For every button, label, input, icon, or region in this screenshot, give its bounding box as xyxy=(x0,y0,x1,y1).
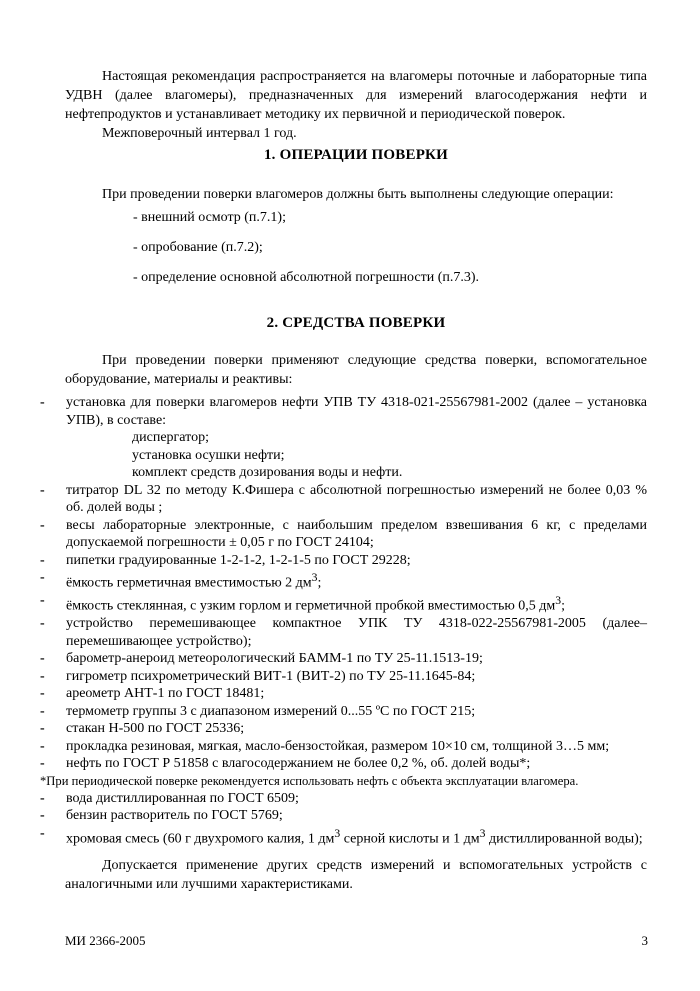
section-2-heading: 2. СРЕДСТВА ПОВЕРКИ xyxy=(266,315,446,331)
list-dash: - xyxy=(40,756,45,772)
list-item-text: вода дистиллированная по ГОСТ 6509; xyxy=(66,790,299,806)
equipment-list xyxy=(40,394,647,848)
list-dash: - xyxy=(40,738,45,754)
section-1-lead xyxy=(65,185,647,204)
list-item xyxy=(40,790,647,808)
operation-item: - опробование (п.7.2); xyxy=(133,240,263,255)
list-item xyxy=(40,569,647,592)
list-item xyxy=(40,615,647,650)
list-subitem: установка осушки нефти; xyxy=(132,447,285,463)
list-item-text: термометр группы 3 с диапазоном измерений 0...55 ºС по ГОСТ 215; xyxy=(66,703,476,719)
page-number: 3 xyxy=(641,933,648,948)
list-item-text: стакан Н-500 по ГОСТ 25336; xyxy=(66,721,245,737)
list-item xyxy=(40,552,647,570)
list-subitem: диспергатор; xyxy=(132,430,209,445)
list-dash: - xyxy=(40,721,45,737)
list-item-text: барометр-анероид метеорологический БАММ-1 по ТУ 25-11.1513-19; xyxy=(66,651,483,667)
interval-paragraph: Межповерочный интервал 1 год. xyxy=(102,126,297,141)
list-dash: - xyxy=(40,825,45,841)
list-dash: - xyxy=(40,616,45,632)
operation-item: - внешний осмотр (п.7.1); xyxy=(133,210,286,225)
list-item xyxy=(40,755,647,773)
list-item-text: прокладка резиновая, мягкая, масло-бензостойкая, размером 10×10 см, толщиной 3…5 мм; xyxy=(66,738,610,754)
list-item-text: устройство перемешивающее компактное УПК ТУ 4318-022-25567981-2005 (далее– перемешивающее устройство); xyxy=(66,616,647,649)
list-item-text: титратор DL 32 по методу К.Фишера с абсолютной погрешностью измерений не более 0,03 % об. долей воды ; xyxy=(66,482,647,515)
list-item xyxy=(40,807,647,825)
allowance-paragraph xyxy=(65,856,647,894)
section-2-lead-text: При проведении поверки применяют следующие средства поверки, вспомогательное оборудование, материалы и реактивы: xyxy=(65,353,647,387)
allowance-text: Допускается применение других средств измерений и вспомогательных устройств с аналогичными или лучшими характеристиками. xyxy=(65,858,647,892)
item-text-part: ёмкость герметичная вместимостью 2 дм xyxy=(66,575,312,591)
list-item-text xyxy=(66,569,647,592)
item-text-part: ; xyxy=(561,598,565,614)
list-item xyxy=(40,394,647,429)
list-item xyxy=(40,592,647,615)
superscript: 3 xyxy=(479,826,486,840)
list-item-text: пипетки градуированные 1-2-1-2, 1-2-1-5 по ГОСТ 29228; xyxy=(66,552,411,568)
list-dash: - xyxy=(40,790,45,806)
list-item xyxy=(40,517,647,552)
item-text-part: серной кислоты и 1 дм xyxy=(340,831,480,847)
list-item xyxy=(40,482,647,517)
list-item xyxy=(40,825,647,848)
list-item xyxy=(40,668,647,686)
list-item-text: ареометр АНТ-1 по ГОСТ 18481; xyxy=(66,686,265,702)
list-item xyxy=(40,720,647,738)
list-dash: - xyxy=(40,808,45,824)
intro-text xyxy=(65,67,647,143)
list-item-text xyxy=(66,825,647,848)
list-dash: - xyxy=(40,703,45,719)
section-2-lead xyxy=(65,351,647,389)
list-subitem: комплект средств дозирования воды и нефти. xyxy=(132,465,403,480)
intro-paragraph: Настоящая рекомендация распространяется на влагомеры поточные и лабораторные типа УДВН (далее влагомеры), предназначенных для измерений влагосодержания нефти и нефтепродуктов и устанавливает методику их первичной и периодической поверок. xyxy=(65,69,647,122)
superscript: 3 xyxy=(311,571,318,584)
list-dash: - xyxy=(40,668,45,684)
list-item-text: бензин растворитель по ГОСТ 5769; xyxy=(66,808,283,824)
list-item-text: гигрометр психрометрический ВИТ-1 (ВИТ-2) по ТУ 25-11.1645-84; xyxy=(66,668,476,684)
list-item-text: установка для поверки влагомеров нефти УПВ ТУ 4318-021-25567981-2002 (далее – установка УПВ), в составе: xyxy=(66,395,647,428)
list-dash: - xyxy=(40,517,45,533)
list-dash: - xyxy=(40,552,45,568)
list-dash: - xyxy=(40,482,45,498)
superscript: 3 xyxy=(555,594,562,608)
item-text-part: ёмкость стеклянная, с узким горлом и герметичной пробкой вместимостью 0,5 дм xyxy=(66,598,556,614)
list-dash: - xyxy=(40,686,45,702)
list-item xyxy=(40,685,647,703)
item-text-part: хромовая смесь (60 г двухромого калия, 1 дм xyxy=(66,831,335,847)
list-dash: - xyxy=(40,570,45,585)
document-code: МИ 2366-2005 xyxy=(65,933,146,948)
footnote: *При периодической поверке рекомендуется использовать нефть с объекта эксплуатации влагомера. xyxy=(40,773,579,788)
section-1-heading: 1. ОПЕРАЦИИ ПОВЕРКИ xyxy=(263,147,449,163)
list-item-text xyxy=(66,592,647,615)
operation-item: - определение основной абсолютной погрешности (п.7.3). xyxy=(133,270,480,285)
list-item-text: нефть по ГОСТ Р 51858 с влагосодержанием не более 0,2 %, об. долей воды*; xyxy=(66,756,531,772)
list-dash: - xyxy=(40,395,45,410)
list-item-text: весы лабораторные электронные, с наибольшим пределом взвешивания 6 кг, с пределами допускаемой погрешности ± 0,05 г по ГОСТ 24104; xyxy=(66,517,647,550)
list-dash: - xyxy=(40,651,45,667)
list-item xyxy=(40,738,647,756)
item-text-part: ; xyxy=(317,575,322,591)
section-1-lead-text: При проведении поверки влагомеров должны быть выполнены следующие операции: xyxy=(102,187,614,202)
list-dash: - xyxy=(40,593,45,609)
list-item xyxy=(40,703,647,721)
list-item xyxy=(40,650,647,668)
superscript: 3 xyxy=(334,826,341,840)
item-text-part: дистиллированной воды); xyxy=(485,831,643,847)
